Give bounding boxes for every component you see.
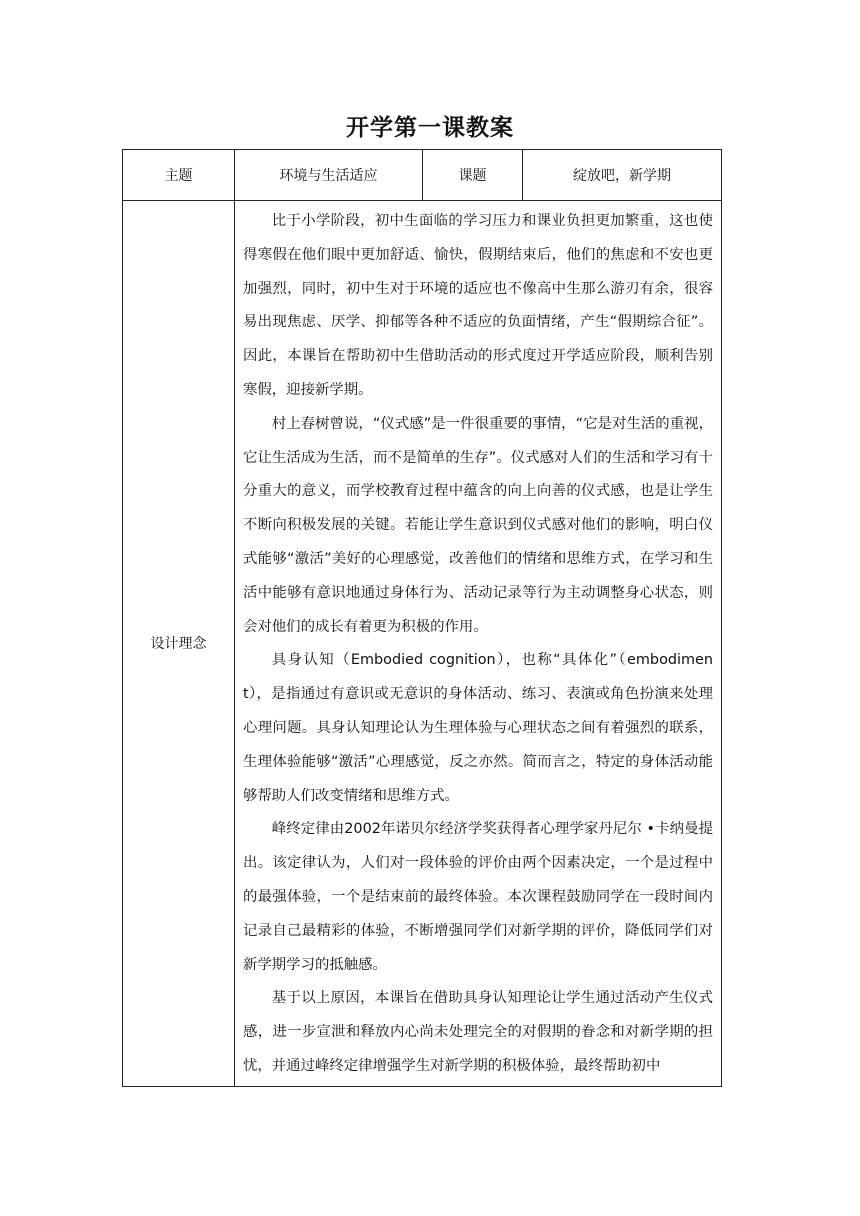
design-paragraph-4: 峰终定律由2002年诺贝尔经济学奖获得者心理学家丹尼尔 •卡纳曼提出。该定律认为，人们对一段体验的评价由两个因素决定，一个是过程中的最强体验，一个是结束前的最终体验。本次课程鼓励同学在一段时间内记录自己最精彩的体验，不断增强同学们对新学期的评价，降低同学们对新学期学习的抵触感。 [243, 821, 713, 973]
design-concept-content [235, 201, 722, 1087]
design-concept-label: 设计理念 [123, 201, 235, 1087]
document-title: 开学第一课教案 [346, 115, 514, 141]
design-paragraph-2: 村上春树曾说，“仪式感”是一件很重要的事情，“它是对生活的重视，它让生活成为生活，而不是简单的生存”。仪式感对人们的生活和学习有十分重大的意义，而学校教育过程中蕴含的向上向善的仪式感，也是让学生不断向积极发展的关键。若能让学生意识到仪式感对他们的影响，明白仪式能够“激活”美好的心理感觉，改善他们的情绪和思维方式，在学习和生活中能够有意识地通过身体行为、活动记录等行为主动调整身心状态，则会对他们的成长有着更为积极的作用。 [243, 415, 713, 635]
lesson-plan-table [122, 149, 722, 1087]
topic-value-cell: 绽放吧，新学期 [523, 150, 722, 201]
design-paragraph-3: 具身认知（Embodied cognition），也称“具体化”（embodiment），是指通过有意识或无意识的身体活动、练习、表演或角色扮演来处理心理问题。具身认知理论认为生理体验与心理状态之间有着强烈的联系，生理体验能够“激活”心理感觉，反之亦然。简而言之，特定的身体活动能够帮助人们改变情绪和思维方式。 [243, 652, 713, 804]
subject-value-cell: 环境与生活适应 [235, 150, 423, 201]
table-header-row [123, 150, 722, 201]
design-paragraph-1: 比于小学阶段，初中生面临的学习压力和课业负担更加繁重，这也使得寒假在他们眼中更加舒适、愉快，假期结束后，他们的焦虑和不安也更加强烈，同时，初中生对于环境的适应也不像高中生那么游刃有余，很容易出现焦虑、厌学、抑郁等各种不适应的负面情绪，产生“假期综合征”。因此，本课旨在帮助初中生借助活动的形式度过开学适应阶段，顺利告别寒假，迎接新学期。 [243, 213, 713, 398]
subject-label-cell: 主题 [123, 150, 235, 201]
design-concept-row [123, 201, 722, 1087]
design-paragraph-5: 基于以上原因，本课旨在借助具身认知理论让学生通过活动产生仪式感，进一步宣泄和释放内心尚未处理完全的对假期的眷念和对新学期的担忧，并通过峰终定律增强学生对新学期的积极体验，最终帮助初中 [243, 990, 713, 1074]
topic-label-cell: 课题 [423, 150, 523, 201]
